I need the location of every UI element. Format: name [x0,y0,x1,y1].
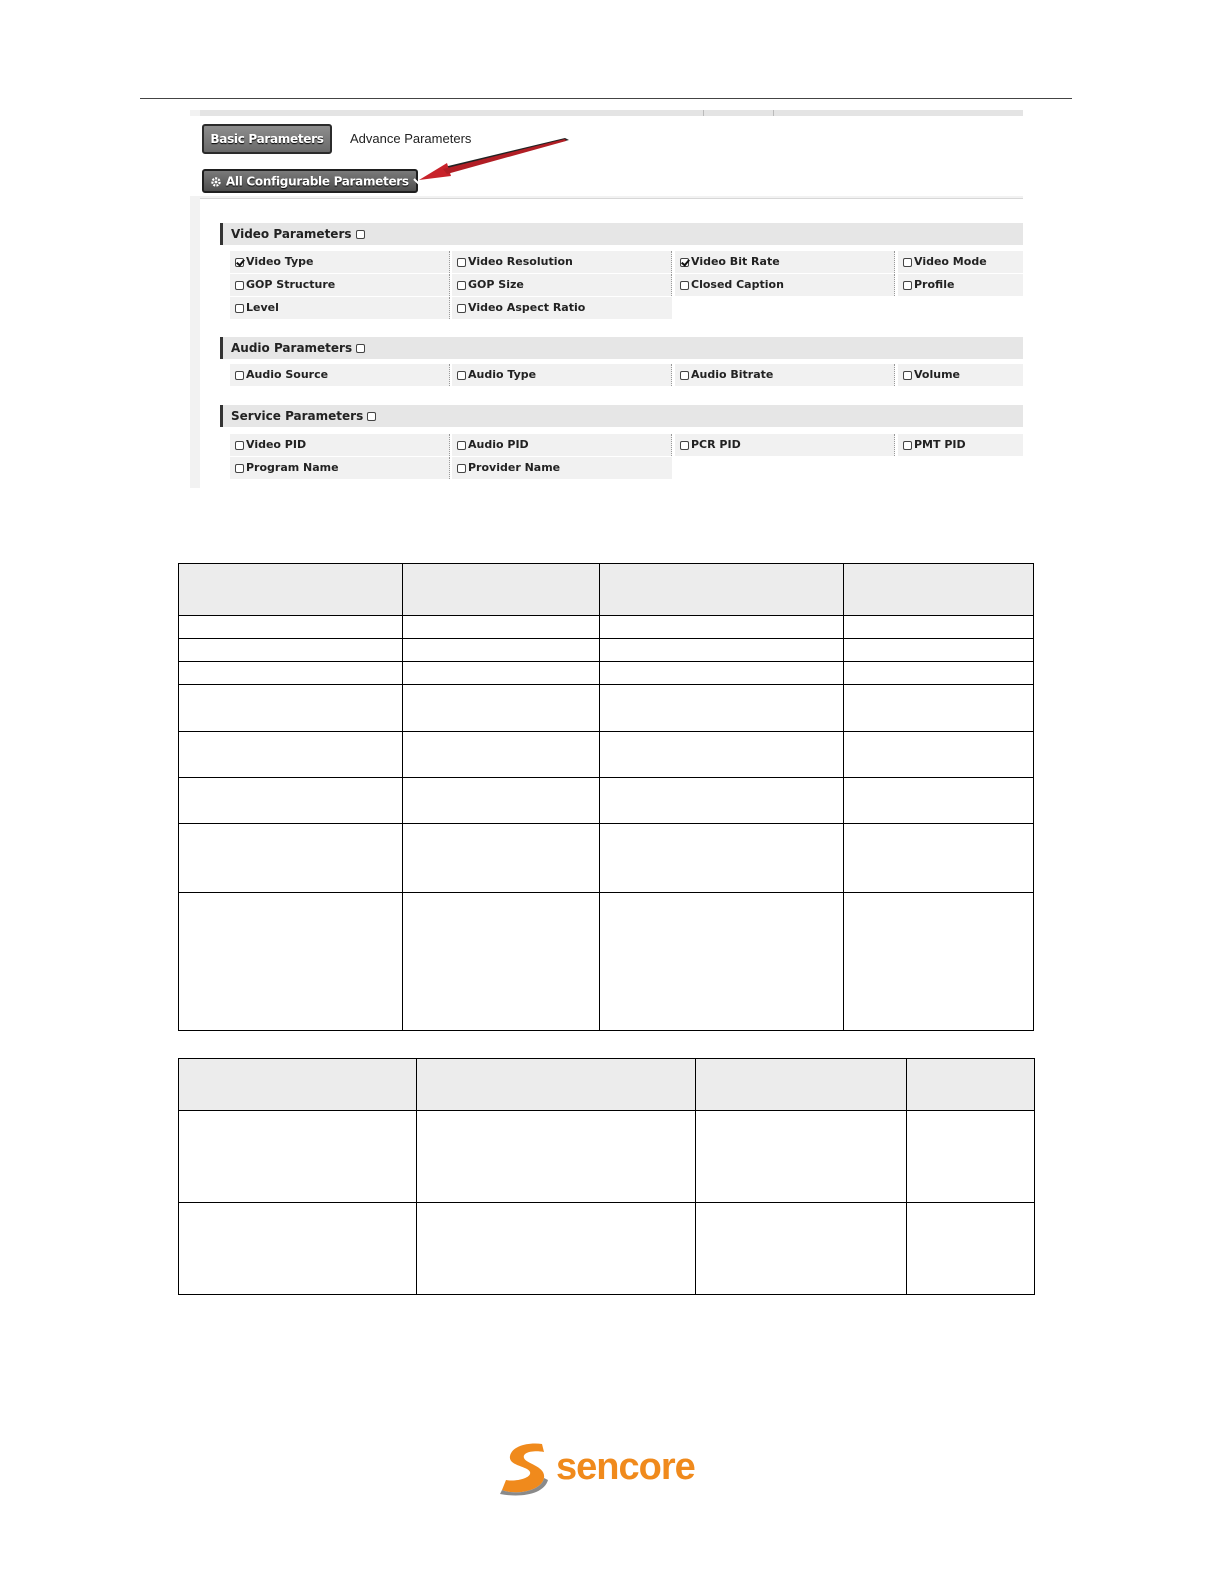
param-label: Video Type [246,255,314,268]
param-label: PCR PID [691,438,741,451]
audio-section-checkbox[interactable] [356,344,365,353]
param-label: Video Aspect Ratio [468,301,586,314]
checkbox[interactable] [903,371,912,380]
param-video-aspect-ratio[interactable] [452,297,672,319]
checkbox[interactable] [457,371,466,380]
table-cell [844,778,1034,824]
checkbox[interactable] [457,441,466,450]
table-cell [844,732,1034,778]
param-pmt-pid[interactable] [898,434,1023,456]
param-video-resolution[interactable] [452,251,672,273]
table-cell [179,778,403,824]
dropdown-label: All Configurable Parameters [225,174,409,189]
param-label: GOP Structure [246,278,336,291]
tab-basic-parameters[interactable]: Basic Parameters [202,124,332,154]
table-row [179,639,1034,662]
param-program-name[interactable] [230,457,450,479]
param-label: GOP Size [468,278,524,291]
checkbox[interactable] [235,464,244,473]
table-cell [179,1111,417,1203]
table-header-cell [696,1059,907,1111]
table-header-cell [179,1059,417,1111]
table-row [179,1111,1035,1203]
service-section-checkbox[interactable] [367,412,376,421]
checkbox[interactable] [457,464,466,473]
param-label: Audio Source [246,368,329,381]
table-cell [599,778,844,824]
param-video-type[interactable] [230,251,450,273]
table-row [179,778,1034,824]
checkbox[interactable] [235,371,244,380]
table-cell [599,824,844,893]
table-cell [599,662,844,685]
param-audio-type[interactable] [452,364,672,386]
checkbox[interactable] [457,304,466,313]
table-header-row [179,1059,1035,1111]
table-header-cell [402,564,599,616]
param-label: Profile [914,278,955,291]
param-label: Video PID [246,438,307,451]
page-header-rule [140,98,1072,99]
table-cell [844,616,1034,639]
param-label: Video Resolution [468,255,573,268]
param-label: Video Bit Rate [691,255,780,268]
parameter-config-screenshot [190,110,1023,488]
table-cell [844,685,1034,732]
video-section-checkbox[interactable] [356,230,365,239]
table-cell [416,1111,696,1203]
sencore-logo-icon [498,1440,554,1498]
table-cell [179,662,403,685]
param-gop-structure[interactable] [230,274,450,296]
checkbox[interactable] [457,258,466,267]
checkbox[interactable] [235,441,244,450]
table-header-cell [416,1059,696,1111]
brand-name: sencore [556,1446,695,1488]
table-cell [402,824,599,893]
param-profile[interactable] [898,274,1023,296]
param-pcr-pid[interactable] [675,434,895,456]
parameters-table-1 [178,563,1034,1031]
checkbox[interactable] [680,441,689,450]
table-cell [402,639,599,662]
service-parameters-header [220,405,1023,427]
table-cell [402,732,599,778]
audio-parameters-header [220,337,1023,359]
table-header-cell [844,564,1034,616]
section-title: Audio Parameters [231,341,353,355]
table-cell [696,1203,907,1295]
checkbox[interactable] [680,281,689,290]
table-cell [179,893,403,1031]
table-row [179,1203,1035,1295]
param-label: PMT PID [914,438,966,451]
checkbox-checked[interactable] [235,258,244,267]
table-cell [416,1203,696,1295]
table-cell [402,685,599,732]
table-cell [907,1111,1035,1203]
table-cell [599,732,844,778]
checkbox[interactable] [903,281,912,290]
table-cell [907,1203,1035,1295]
param-provider-name[interactable] [452,457,672,479]
parameters-table-2 [178,1058,1035,1295]
param-video-pid[interactable] [230,434,450,456]
table-row [179,685,1034,732]
checkbox[interactable] [457,281,466,290]
param-volume[interactable] [898,364,1023,386]
gear-icon [210,176,222,188]
table-cell [599,685,844,732]
table-row [179,824,1034,893]
red-arrow-icon [415,136,575,186]
table-cell [402,893,599,1031]
param-audio-pid[interactable] [452,434,672,456]
table-cell [844,893,1034,1031]
param-label: Level [246,301,279,314]
param-label: Audio Bitrate [691,368,774,381]
parameters-panel [200,198,1023,488]
table-cell [844,824,1034,893]
all-configurable-parameters-dropdown[interactable] [202,169,418,193]
param-label: Closed Caption [691,278,784,291]
param-audio-source[interactable] [230,364,450,386]
param-label: Provider Name [468,461,561,474]
table-row [179,616,1034,639]
table-cell [599,893,844,1031]
tab-advance-parameters[interactable]: Advance Parameters [350,131,472,146]
param-video-bit-rate[interactable] [675,251,895,273]
param-label: Audio PID [468,438,529,451]
param-level[interactable] [230,297,450,319]
table-cell [402,662,599,685]
table-header-cell [179,564,403,616]
param-label: Volume [914,368,960,381]
table-header-cell [599,564,844,616]
table-cell [696,1111,907,1203]
checkbox[interactable] [903,258,912,267]
param-label: Audio Type [468,368,537,381]
param-video-mode[interactable] [898,251,1023,273]
param-gop-size[interactable] [452,274,672,296]
table-cell [599,616,844,639]
table-cell [844,639,1034,662]
param-closed-caption[interactable] [675,274,895,296]
table-cell [402,778,599,824]
param-label: Program Name [246,461,339,474]
checkbox[interactable] [680,371,689,380]
section-title: Service Parameters [231,409,364,423]
table-cell [599,639,844,662]
table-cell [179,616,403,639]
param-audio-bitrate[interactable] [675,364,895,386]
table-header-cell [907,1059,1035,1111]
table-cell [179,639,403,662]
table-cell [179,732,403,778]
table-cell [179,685,403,732]
param-label: Video Mode [914,255,987,268]
table-row [179,893,1034,1031]
table-row [179,732,1034,778]
checkbox[interactable] [903,441,912,450]
table-cell [402,616,599,639]
checkbox-checked[interactable] [680,258,689,267]
table-row [179,662,1034,685]
table-cell [179,1203,417,1295]
table-cell [844,662,1034,685]
section-title: Video Parameters [231,227,352,241]
checkbox[interactable] [235,281,244,290]
parameter-tabs-row [190,116,1023,196]
table-header-row [179,564,1034,616]
checkbox[interactable] [235,304,244,313]
video-parameters-header [220,223,1023,245]
table-cell [179,824,403,893]
